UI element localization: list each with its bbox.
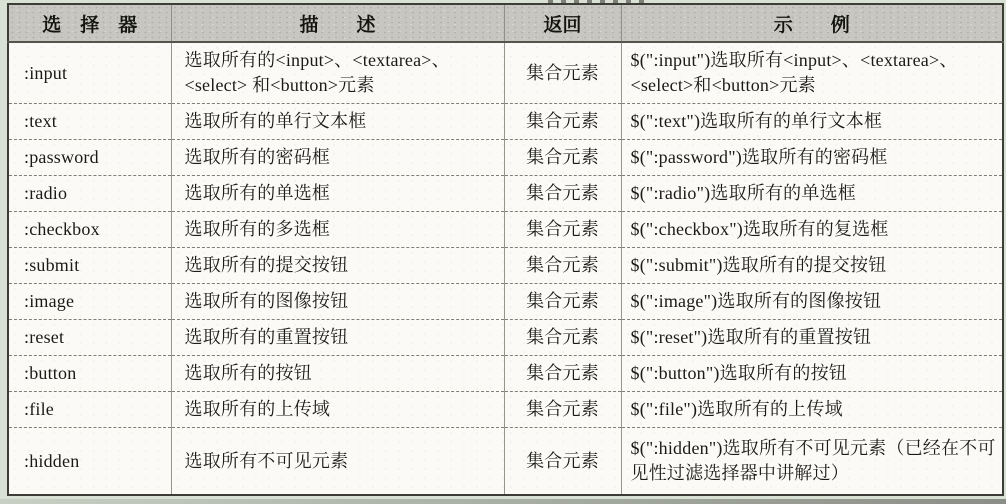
selector-cell: :button [8, 356, 171, 392]
returns-cell: 集合元素 [504, 356, 621, 392]
returns-cell: 集合元素 [504, 428, 621, 496]
description-cell: 选取所有的重置按钮 [171, 320, 504, 356]
returns-cell: 集合元素 [504, 284, 621, 320]
selector-cell: :text [8, 104, 171, 140]
selector-cell: :hidden [8, 428, 171, 496]
example-cell: $(":radio")选取所有的单选框 [621, 176, 1003, 212]
selector-cell: :password [8, 140, 171, 176]
table-row [8, 320, 1003, 356]
table-row [8, 176, 1003, 212]
selector-cell: :checkbox [8, 212, 171, 248]
table-row [8, 428, 1003, 496]
example-cell: $(":image")选取所有的图像按钮 [621, 284, 1003, 320]
example-cell: $(":checkbox")选取所有的复选框 [621, 212, 1003, 248]
returns-cell: 集合元素 [504, 392, 621, 428]
example-cell: $(":submit")选取所有的提交按钮 [621, 248, 1003, 284]
description-cell: 选取所有的单选框 [171, 176, 504, 212]
returns-cell: 集合元素 [504, 104, 621, 140]
returns-cell: 集合元素 [504, 176, 621, 212]
table-row [8, 392, 1003, 428]
returns-cell: 集合元素 [504, 248, 621, 284]
selector-cell: :input [8, 42, 171, 104]
selector-cell: :submit [8, 248, 171, 284]
header-description: 描 述 [171, 4, 504, 42]
table-header-row [8, 4, 1003, 42]
selector-cell: :radio [8, 176, 171, 212]
example-cell: $(":button")选取所有的按钮 [621, 356, 1003, 392]
table-row [8, 248, 1003, 284]
description-cell: 选取所有不可见元素 [171, 428, 504, 496]
page-bottom-shadow [0, 499, 1006, 504]
returns-cell: 集合元素 [504, 42, 621, 104]
table-row [8, 212, 1003, 248]
description-cell: 选取所有的按钮 [171, 356, 504, 392]
table-row [8, 104, 1003, 140]
selector-cell: :reset [8, 320, 171, 356]
example-cell: $(":reset")选取所有的重置按钮 [621, 320, 1003, 356]
example-cell: $(":file")选取所有的上传域 [621, 392, 1003, 428]
header-example: 示 例 [621, 4, 1003, 42]
table-row [8, 42, 1003, 104]
table-row [8, 140, 1003, 176]
description-cell: 选取所有的<input>、<textarea>、<select> 和<button>元素 [171, 42, 504, 104]
description-cell: 选取所有的多选框 [171, 212, 504, 248]
selector-cell: :file [8, 392, 171, 428]
description-cell: 选取所有的图像按钮 [171, 284, 504, 320]
example-cell: $(":text")选取所有的单行文本框 [621, 104, 1003, 140]
description-cell: 选取所有的单行文本框 [171, 104, 504, 140]
returns-cell: 集合元素 [504, 212, 621, 248]
table-row [8, 284, 1003, 320]
example-cell: $(":hidden")选取所有不可见元素（已经在不可见性过滤选择器中讲解过） [621, 428, 1003, 496]
table-row [8, 356, 1003, 392]
example-cell: $(":password")选取所有的密码框 [621, 140, 1003, 176]
description-cell: 选取所有的上传域 [171, 392, 504, 428]
description-cell: 选取所有的提交按钮 [171, 248, 504, 284]
example-cell: $(":input")选取所有<input>、<textarea>、<select>和<button>元素 [621, 42, 1003, 104]
header-returns: 返回 [504, 4, 621, 42]
form-selectors-table [7, 3, 1004, 496]
returns-cell: 集合元素 [504, 320, 621, 356]
returns-cell: 集合元素 [504, 140, 621, 176]
selector-cell: :image [8, 284, 171, 320]
description-cell: 选取所有的密码框 [171, 140, 504, 176]
header-selector: 选 择 器 [8, 4, 171, 42]
